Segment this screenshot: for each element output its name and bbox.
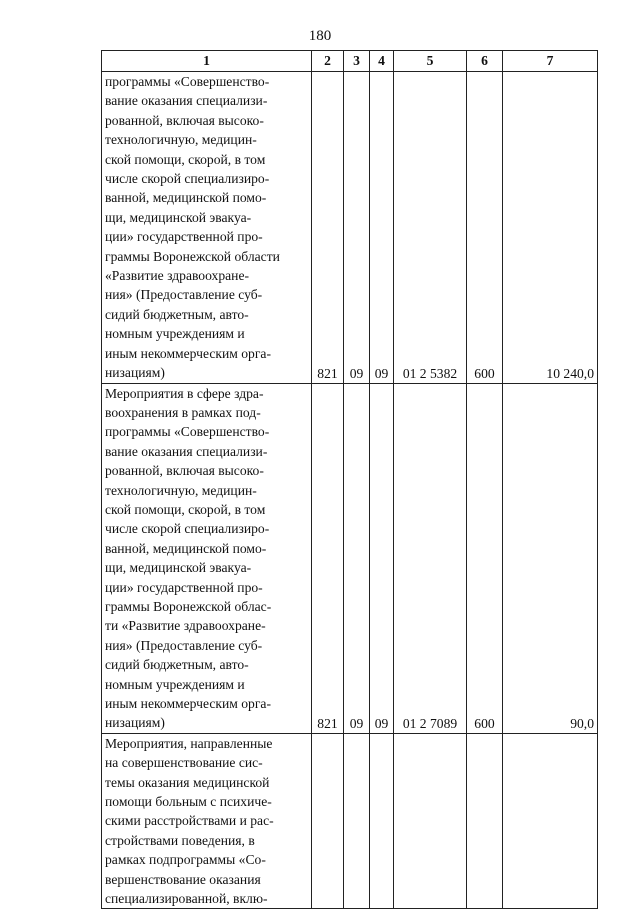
description-line: номным учреждениям и xyxy=(105,676,245,692)
description-line: низациям) xyxy=(105,365,165,381)
description-line: «Развитие здравоохране- xyxy=(105,268,250,284)
description-line: программы «Совершенство- xyxy=(105,74,270,89)
description-line: ния» (Предоставление суб- xyxy=(105,637,263,653)
cell-col-7 xyxy=(503,733,598,909)
description-line: воохранения в рамках под- xyxy=(105,404,261,420)
description-line: рованной, включая высоко- xyxy=(105,112,264,128)
col-header-5: 5 xyxy=(394,51,467,72)
cell-col-3 xyxy=(344,733,370,909)
description-line: рованной, включая высоко- xyxy=(105,463,264,479)
description-line: вание оказания специализи- xyxy=(105,93,268,109)
budget-table xyxy=(101,50,598,909)
description-line: программы «Совершенство- xyxy=(105,424,270,440)
description-line: числе скорой специализиро- xyxy=(105,521,270,537)
description-line: иным некоммерческим орга- xyxy=(105,696,271,711)
description-line: ской помощи, скорой, в том xyxy=(105,501,266,517)
header-row xyxy=(102,51,598,72)
description-line: рамках подпрограммы «Со- xyxy=(105,852,266,868)
description-line: Мероприятия в сфере здра- xyxy=(105,385,264,401)
cell-col-5: 01 2 7089 xyxy=(394,383,467,733)
row-description xyxy=(102,383,312,733)
cell-col-2 xyxy=(312,733,344,909)
description-line: ской помощи, скорой, в том xyxy=(105,151,266,167)
description-line: щи, медицинской эвакуа- xyxy=(105,209,252,225)
row-description xyxy=(102,72,312,384)
col-header-7: 7 xyxy=(503,51,598,72)
col-header-6: 6 xyxy=(467,51,503,72)
cell-col-7: 90,0 xyxy=(503,383,598,733)
col-header-4: 4 xyxy=(370,51,394,72)
description-line: вершенствование оказания xyxy=(105,871,261,887)
description-line: сидий бюджетным, авто- xyxy=(105,306,249,322)
description-line: Мероприятия, направленные xyxy=(105,735,273,751)
description-line: граммы Воронежской облас- xyxy=(105,598,272,614)
description-line: ванной, медицинской помо- xyxy=(105,540,267,556)
cell-col-3: 09 xyxy=(344,72,370,384)
cell-col-2: 821 xyxy=(312,383,344,733)
description-line: иным некоммерческим орга- xyxy=(105,345,271,361)
description-line: сидий бюджетным, авто- xyxy=(105,657,249,673)
cell-col-5 xyxy=(394,733,467,909)
description-line: ции» государственной про- xyxy=(105,229,263,245)
description-line: стройствами поведения, в xyxy=(105,832,255,848)
cell-col-4 xyxy=(370,733,394,909)
table-row xyxy=(102,383,598,733)
description-line: ванной, медицинской помо- xyxy=(105,190,267,206)
description-line: помощи больным с психиче- xyxy=(105,794,272,810)
description-line: ния» (Предоставление суб- xyxy=(105,287,263,303)
cell-col-3: 09 xyxy=(344,383,370,733)
table-row xyxy=(102,733,598,909)
col-header-1: 1 xyxy=(102,51,312,72)
row-description xyxy=(102,733,312,909)
description-line: вание оказания специализи- xyxy=(105,443,268,459)
description-line: технологичную, медицин- xyxy=(105,482,257,498)
description-line: специализированной, вклю- xyxy=(105,891,268,907)
cell-col-6 xyxy=(467,733,503,909)
description-line: скими расстройствами и рас- xyxy=(105,813,274,829)
description-line: темы оказания медицинской xyxy=(105,774,270,790)
table-row xyxy=(102,72,598,384)
description-line: технологичную, медицин- xyxy=(105,132,257,148)
cell-col-6: 600 xyxy=(467,383,503,733)
page-number: 180 xyxy=(308,28,332,44)
description-line: щи, медицинской эвакуа- xyxy=(105,560,252,576)
cell-col-5: 01 2 5382 xyxy=(394,72,467,384)
cell-col-4: 09 xyxy=(370,72,394,384)
description-line: ции» государственной про- xyxy=(105,579,263,595)
description-line: граммы Воронежской области xyxy=(105,248,280,264)
description-line: ти «Развитие здравоохране- xyxy=(105,618,266,634)
cell-col-4: 09 xyxy=(370,383,394,733)
description-line: числе скорой специализиро- xyxy=(105,171,270,187)
description-line: на совершенствование сис- xyxy=(105,755,263,771)
description-line: низациям) xyxy=(105,715,165,731)
cell-col-6: 600 xyxy=(467,72,503,384)
col-header-3: 3 xyxy=(344,51,370,72)
col-header-2: 2 xyxy=(312,51,344,72)
description-line: номным учреждениям и xyxy=(105,326,245,342)
cell-col-2: 821 xyxy=(312,72,344,384)
cell-col-7: 10 240,0 xyxy=(503,72,598,384)
